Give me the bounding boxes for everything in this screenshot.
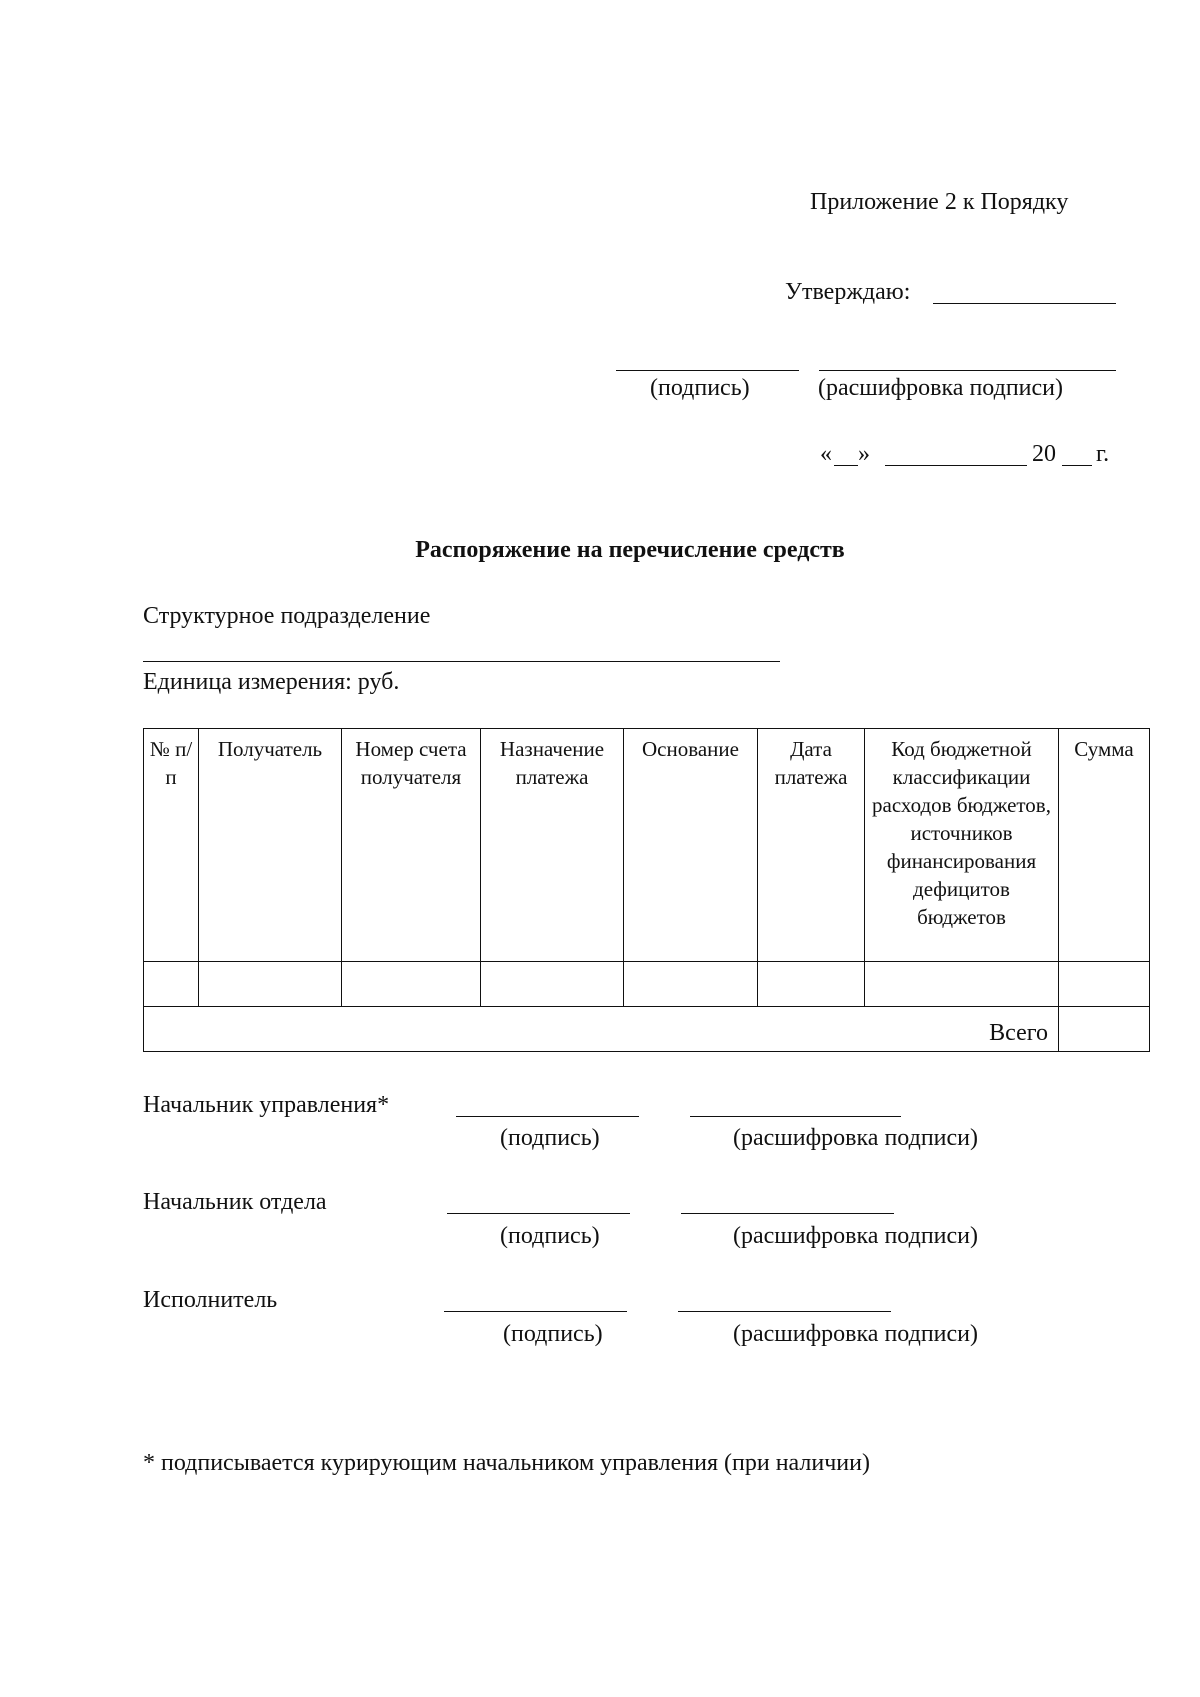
header-decode-line: [819, 370, 1116, 371]
table-row: [144, 962, 1150, 1007]
document-title: Распоряжение на перечисление средств: [415, 537, 845, 563]
approve-line: [933, 303, 1116, 304]
date-year-suffix: г.: [1096, 441, 1110, 467]
date-open-quote: «: [820, 441, 832, 467]
table-cell[interactable]: [481, 962, 624, 1007]
column-header: Основание: [624, 729, 758, 962]
table-cell[interactable]: [865, 962, 1059, 1007]
signer-signature-caption: (подпись): [503, 1321, 603, 1347]
table-cell[interactable]: [758, 962, 865, 1007]
column-header: Дата платежа: [758, 729, 865, 962]
measure-unit-label: Единица измерения: руб.: [143, 669, 400, 695]
signer-decode-caption: (расшифровка подписи): [733, 1321, 978, 1347]
date-year-line: [1062, 465, 1092, 466]
header-signature-line: [616, 370, 799, 371]
total-label: Всего: [144, 1007, 1059, 1052]
column-header: Получатель: [199, 729, 342, 962]
signer-decode-line: [681, 1213, 894, 1214]
signer-role: Начальник управления*: [143, 1092, 390, 1118]
header-decode-caption: (расшифровка подписи): [818, 375, 1063, 401]
signer-decode-caption: (расшифровка подписи): [733, 1223, 978, 1249]
payment-table: [143, 728, 1150, 1052]
table-total-row: [144, 1007, 1150, 1052]
signer-signature-caption: (подпись): [500, 1223, 600, 1249]
column-header: Номер счета получателя: [342, 729, 481, 962]
table-cell[interactable]: [144, 962, 199, 1007]
signer-role: Исполнитель: [143, 1287, 278, 1313]
column-header: Назначение платежа: [481, 729, 624, 962]
date-close-quote: »: [858, 441, 870, 467]
table-cell[interactable]: [342, 962, 481, 1007]
structural-unit-line: [143, 661, 780, 662]
column-header: Код бюджетной классификации расходов бюджетов, источников финансирования дефицитов бюджетов: [865, 729, 1059, 962]
header-signature-caption: (подпись): [650, 375, 750, 401]
date-month-line: [885, 465, 1027, 466]
signer-signature-line: [444, 1311, 627, 1312]
table-cell[interactable]: [624, 962, 758, 1007]
appendix-note: Приложение 2 к Порядку: [810, 189, 1069, 215]
date-day-line: [834, 465, 858, 466]
signer-role: Начальник отдела: [143, 1189, 327, 1215]
total-sum-cell[interactable]: [1059, 1007, 1150, 1052]
signer-signature-line: [456, 1116, 639, 1117]
table-header-row: [144, 729, 1150, 962]
date-year-prefix: 20: [1032, 441, 1056, 467]
signer-decode-line: [690, 1116, 901, 1117]
signer-decode-line: [678, 1311, 891, 1312]
signer-decode-caption: (расшифровка подписи): [733, 1125, 978, 1151]
table-cell[interactable]: [199, 962, 342, 1007]
signer-signature-line: [447, 1213, 630, 1214]
table-cell[interactable]: [1059, 962, 1150, 1007]
signer-signature-caption: (подпись): [500, 1125, 600, 1151]
structural-unit-label: Структурное подразделение: [143, 603, 431, 629]
approve-label: Утверждаю:: [785, 279, 911, 305]
footnote: * подписывается курирующим начальником управления (при наличии): [143, 1450, 870, 1476]
column-header: № п/п: [144, 729, 199, 962]
column-header: Сумма: [1059, 729, 1150, 962]
